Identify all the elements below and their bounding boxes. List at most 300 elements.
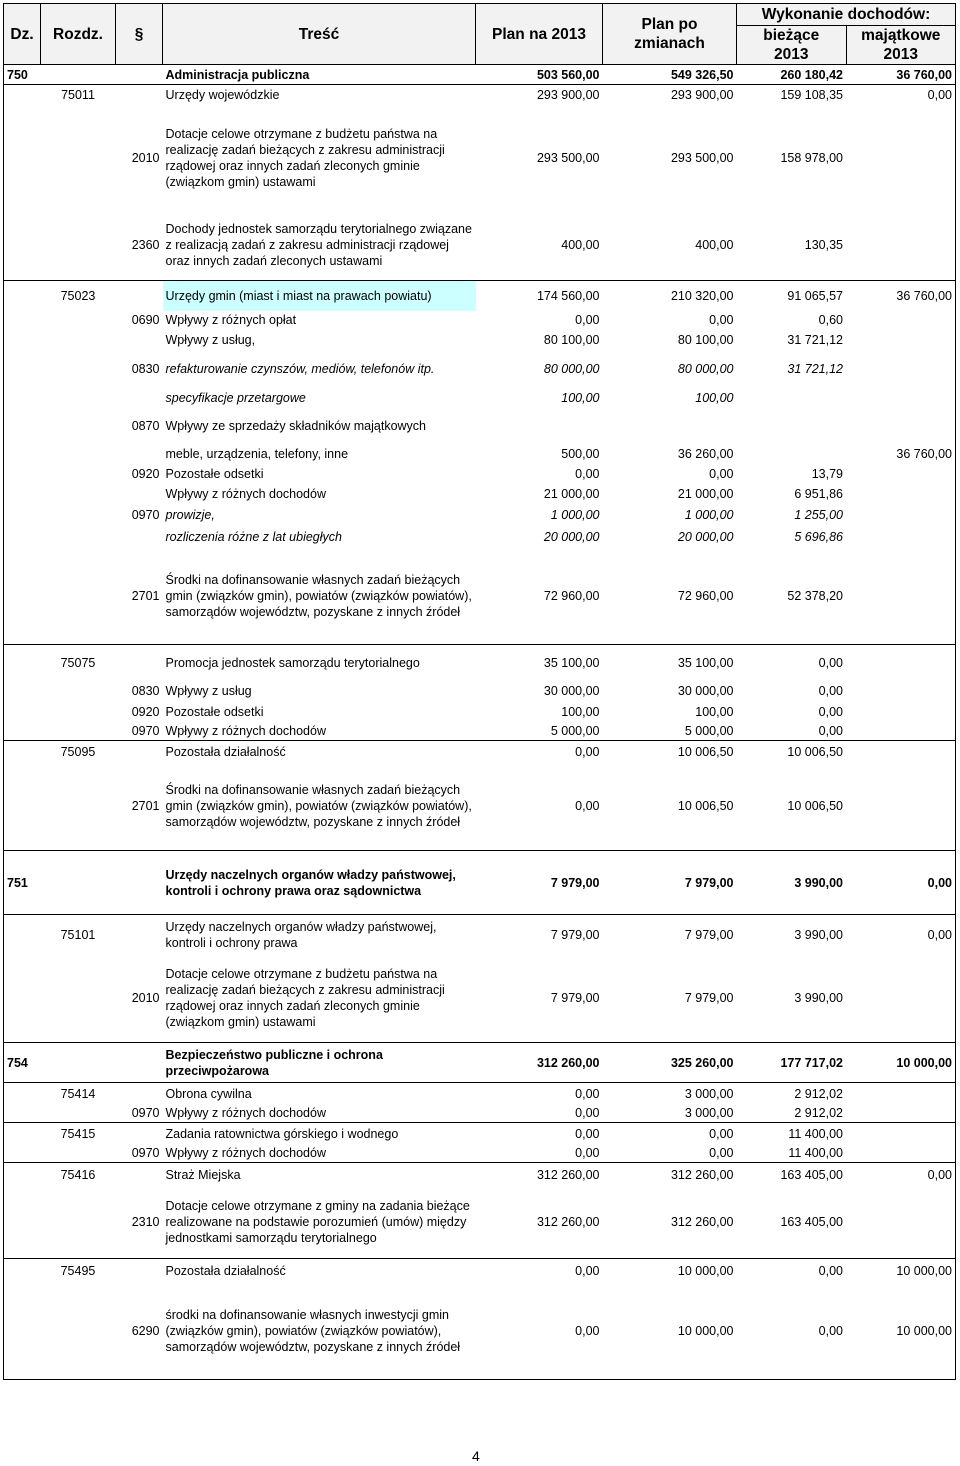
plan-po-cell: 312 260,00 <box>670 1215 734 1230</box>
description-cell: Urzędy gmin (miast i miast na prawach powiatu) <box>163 281 476 311</box>
rozdz-cell <box>41 505 116 526</box>
majatkowe-cell: 36 760,00 <box>846 65 956 85</box>
dz-cell <box>4 915 41 955</box>
plan-po-cell: 100,00 <box>695 390 734 405</box>
table-row <box>4 955 956 1043</box>
biezace-cell: 6 951,86 <box>794 487 843 501</box>
majatkowe-cell <box>846 329 956 351</box>
rozdz-cell: 75023 <box>41 281 116 311</box>
biezace-cell: 0,00 <box>818 723 843 738</box>
paragraph-cell: 0920 <box>131 467 160 481</box>
plan-cell: 312 260,00 <box>476 1163 603 1187</box>
plan-cell: 500,00 <box>561 446 600 461</box>
year-label: 2013 <box>774 46 809 63</box>
plan-po-cell: 21 000,00 <box>677 487 734 501</box>
paragraph-cell <box>116 281 163 311</box>
col-majatkowe <box>846 26 956 65</box>
rozdz-cell <box>41 526 116 549</box>
majatkowe-cell <box>846 1145 956 1163</box>
majatkowe-cell: 0,00 <box>846 915 956 955</box>
majatkowe-cell <box>846 722 956 741</box>
majatkowe-cell: 10 000,00 <box>846 1284 956 1380</box>
dz-cell <box>4 484 41 505</box>
biezace-cell: 31 721,12 <box>787 332 843 347</box>
paragraph-cell <box>116 1043 163 1083</box>
dz-cell <box>4 549 41 645</box>
majatkowe-cell: 10 000,00 <box>846 1043 956 1083</box>
majatkowe-cell <box>846 526 956 549</box>
plan-po-cell: 0,00 <box>709 1146 734 1161</box>
plan-cell: 1 000,00 <box>550 508 600 522</box>
description-cell: rozliczenia różne z lat ubiegłych <box>165 530 342 544</box>
majatkowe-cell <box>846 763 956 851</box>
table-row <box>4 311 956 329</box>
paragraph-cell <box>116 645 163 681</box>
dz-cell <box>4 763 41 851</box>
paragraph-cell: 0830 <box>131 684 160 698</box>
table-row <box>4 1284 956 1380</box>
majatkowe-cell: 36 760,00 <box>846 281 956 311</box>
biezace-cell <box>737 409 847 443</box>
dz-cell <box>4 722 41 741</box>
table-row <box>4 387 956 409</box>
plan-po-cell: 3 000,00 <box>684 1106 734 1121</box>
col-plan-po: Plan po zmianach <box>603 4 737 65</box>
plan-cell: 400,00 <box>561 238 600 253</box>
description-cell: Środki na dofinansowanie własnych zadań bieżących gmin (związków gmin), powiatów (związków powiatów), samorządów województw, pozyskane z innych źródeł <box>165 573 472 620</box>
table-row <box>4 505 956 526</box>
table-row <box>4 702 956 722</box>
paragraph-cell: 0920 <box>131 704 160 719</box>
table-row <box>4 281 956 311</box>
table-row <box>4 105 956 211</box>
majatkowe-cell <box>846 702 956 722</box>
paragraph-cell: 0830 <box>131 361 160 376</box>
plan-cell: 30 000,00 <box>543 684 600 698</box>
biezace-cell: 0,00 <box>737 1259 847 1284</box>
plan-cell: 7 979,00 <box>550 991 600 1006</box>
paragraph-cell: 2010 <box>131 991 160 1006</box>
table-row <box>4 65 956 85</box>
plan-cell: 0,00 <box>575 1106 600 1121</box>
income-table <box>3 3 956 1380</box>
rozdz-cell <box>41 1043 116 1083</box>
plan-po-cell: 10 000,00 <box>603 1259 737 1284</box>
description-cell: Dotacje celowe otrzymane z budżetu państwa na realizację zadań bieżących z zakresu administracji rządowej oraz innych zadań zleconych gminie (związkom gmin) ustawami <box>165 967 445 1030</box>
biezace-cell: 3 990,00 <box>737 915 847 955</box>
table-row <box>4 851 956 915</box>
plan-po-cell: 36 260,00 <box>677 446 734 461</box>
plan-cell: 0,00 <box>575 467 600 481</box>
plan-cell: 72 960,00 <box>543 589 600 604</box>
table-row <box>4 211 956 281</box>
table-row <box>4 1123 956 1145</box>
majatkowe-cell: 10 000,00 <box>846 1259 956 1284</box>
biezace-cell: 31 721,12 <box>787 361 843 376</box>
plan-po-cell: 549 326,50 <box>603 65 737 85</box>
dz-cell <box>4 387 41 409</box>
rozdz-cell <box>41 465 116 484</box>
plan-cell: 0,00 <box>575 799 600 814</box>
paragraph-cell <box>116 85 163 105</box>
plan-po-cell: 20 000,00 <box>677 530 734 544</box>
majatkowe-cell <box>846 484 956 505</box>
plan-po-cell: 325 260,00 <box>603 1043 737 1083</box>
dz-cell: 750 <box>4 65 41 85</box>
majatkowe-cell <box>846 211 956 281</box>
plan-cell: 0,00 <box>476 1123 603 1145</box>
biezace-cell: 0,00 <box>737 1284 847 1380</box>
dz-cell <box>4 443 41 465</box>
table-row <box>4 1187 956 1259</box>
dz-cell <box>4 1284 41 1380</box>
table-row <box>4 443 956 465</box>
description-cell: Wpływy z usług <box>165 684 252 698</box>
plan-po-cell: 0,00 <box>709 467 734 481</box>
description-cell: Dotacje celowe otrzymane z budżetu państwa na realizację zadań bieżących z zakresu administracji rządowej oraz innych zadań zleconych gminie (związkom gmin) ustawami <box>165 126 445 189</box>
rozdz-cell <box>41 722 116 741</box>
dz-cell <box>4 1123 41 1145</box>
plan-cell: 0,00 <box>575 312 600 327</box>
dz-cell <box>4 409 41 443</box>
majatkowe-cell <box>846 741 956 763</box>
plan-po-cell: 1 000,00 <box>684 508 734 522</box>
biezace-cell: 11 400,00 <box>737 1123 847 1145</box>
dz-cell <box>4 741 41 763</box>
plan-cell: 293 500,00 <box>536 150 600 165</box>
table-row <box>4 526 956 549</box>
table-row <box>4 409 956 443</box>
rozdz-cell <box>41 955 116 1043</box>
biezace-cell: 0,60 <box>818 312 843 327</box>
biezace-cell: 0,00 <box>737 645 847 681</box>
paragraph-cell: 2310 <box>131 1215 160 1230</box>
rozdz-cell: 75075 <box>41 645 116 681</box>
table-row <box>4 722 956 741</box>
plan-po-cell: 7 979,00 <box>603 915 737 955</box>
plan-cell: 174 560,00 <box>476 281 603 311</box>
description-cell: Wpływy z różnych dochodów <box>165 487 326 501</box>
biezace-cell: 11 400,00 <box>788 1146 843 1161</box>
paragraph-cell <box>116 851 163 915</box>
majatkowe-cell <box>846 681 956 702</box>
description-cell: Pozostała działalność <box>163 741 476 763</box>
dz-cell <box>4 311 41 329</box>
plan-cell: 0,00 <box>476 1083 603 1105</box>
rozdz-cell <box>41 65 116 85</box>
plan-cell: 7 979,00 <box>476 851 603 915</box>
dz-cell <box>4 681 41 702</box>
biezace-cell: 13,79 <box>811 467 843 481</box>
paragraph-cell <box>116 387 163 409</box>
table-row <box>4 1163 956 1187</box>
biezace-cell: 0,00 <box>818 704 843 719</box>
plan-po-cell: 210 320,00 <box>603 281 737 311</box>
plan-cell: 312 260,00 <box>536 1215 600 1230</box>
dz-cell <box>4 351 41 387</box>
header-row-1 <box>4 4 956 26</box>
description-cell: Wpływy z różnych dochodów <box>165 723 326 738</box>
paragraph-cell: 2010 <box>131 150 160 165</box>
paragraph-cell: 0870 <box>131 418 160 433</box>
dz-cell <box>4 526 41 549</box>
budget-sheet <box>3 3 956 1380</box>
biezace-cell: 5 696,86 <box>794 530 843 544</box>
table-row <box>4 329 956 351</box>
description-cell: Wpływy z różnych opłat <box>165 312 297 327</box>
table-row <box>4 351 956 387</box>
biezace-cell: 130,35 <box>804 238 843 253</box>
plan-po-cell: 3 000,00 <box>603 1083 737 1105</box>
rozdz-cell: 75414 <box>41 1083 116 1105</box>
plan-po-cell: 293 900,00 <box>603 85 737 105</box>
rozdz-cell <box>41 851 116 915</box>
description-cell: Pozostałe odsetki <box>165 467 264 481</box>
description-cell: Dotacje celowe otrzymane z gminy na zadania bieżące realizowane na podstawie porozumień (umów) między jednostkami samorządu terytorialnego <box>165 1199 470 1246</box>
biezace-cell: 260 180,42 <box>737 65 847 85</box>
table-row <box>4 681 956 702</box>
rozdz-cell: 75495 <box>41 1259 116 1284</box>
dz-cell <box>4 1083 41 1105</box>
description-cell: Urzędy naczelnych organów władzy państwowej, kontroli i ochrony prawa oraz sądownictwa <box>163 851 476 915</box>
rozdz-cell <box>41 1284 116 1380</box>
dz-cell <box>4 1259 41 1284</box>
paragraph-cell <box>116 1083 163 1105</box>
biezace-cell: 158 978,00 <box>780 150 843 165</box>
plan-po-cell: 35 100,00 <box>603 645 737 681</box>
rozdz-cell <box>41 549 116 645</box>
rozdz-cell <box>41 311 116 329</box>
paragraph-cell: 2701 <box>131 799 160 814</box>
plan-cell: 0,00 <box>476 1259 603 1284</box>
description-cell: Urzędy naczelnych organów władzy państwowej, kontroli i ochrony prawa <box>163 915 476 955</box>
plan-cell: 21 000,00 <box>543 487 600 501</box>
rozdz-cell <box>41 1187 116 1259</box>
year-label: 2013 <box>883 46 918 63</box>
majatkowe-label: majątkowe <box>861 27 941 44</box>
dz-cell: 751 <box>4 851 41 915</box>
majatkowe-cell: 0,00 <box>846 85 956 105</box>
biezace-cell: 2 912,02 <box>794 1106 843 1121</box>
paragraph-cell <box>116 443 163 465</box>
plan-cell: 80 100,00 <box>543 332 600 347</box>
description-cell: Bezpieczeństwo publiczne i ochrona przeciwpożarowa <box>163 1043 476 1083</box>
majatkowe-cell <box>846 1105 956 1123</box>
table-row <box>4 1105 956 1123</box>
col-biezace <box>737 26 847 65</box>
dz-cell <box>4 465 41 484</box>
plan-cell: 0,00 <box>575 1146 600 1161</box>
dz-cell <box>4 329 41 351</box>
majatkowe-cell <box>846 409 956 443</box>
table-row <box>4 1083 956 1105</box>
rozdz-cell <box>41 1145 116 1163</box>
plan-po-cell: 80 000,00 <box>677 361 734 376</box>
description-cell: Promocja jednostek samorządu terytorialnego <box>163 645 476 681</box>
table-row <box>4 85 956 105</box>
plan-po-cell: 312 260,00 <box>603 1163 737 1187</box>
table-row <box>4 484 956 505</box>
biezace-cell: 52 378,20 <box>787 589 843 604</box>
plan-cell: 7 979,00 <box>476 915 603 955</box>
plan-po-cell: 7 979,00 <box>603 851 737 915</box>
rozdz-cell <box>41 1105 116 1123</box>
paragraph-cell: 2701 <box>131 589 160 604</box>
plan-po-cell: 10 000,00 <box>603 1284 737 1380</box>
biezace-cell: 1 255,00 <box>794 508 843 522</box>
paragraph-cell <box>116 1163 163 1187</box>
plan-cell <box>476 409 603 443</box>
majatkowe-cell <box>846 105 956 211</box>
col-dz: Dz. <box>4 4 41 65</box>
rozdz-cell: 75011 <box>41 85 116 105</box>
table-row <box>4 1043 956 1083</box>
biezace-cell: 159 108,35 <box>737 85 847 105</box>
plan-po-cell: 72 960,00 <box>677 589 734 604</box>
paragraph-cell: 0970 <box>131 723 160 738</box>
description-cell: Środki na dofinansowanie własnych zadań bieżących gmin (związków gmin), powiatów (związków powiatów), samorządów województw, pozyskane z innych źródeł <box>165 783 472 830</box>
description-cell: prowizje, <box>165 508 215 522</box>
paragraph-cell: 0690 <box>131 312 160 327</box>
rozdz-cell <box>41 763 116 851</box>
paragraph-cell <box>116 1123 163 1145</box>
page-number: 4 <box>472 1448 480 1464</box>
majatkowe-cell <box>846 387 956 409</box>
rozdz-cell <box>41 329 116 351</box>
plan-cell: 503 560,00 <box>476 65 603 85</box>
dz-cell <box>4 1145 41 1163</box>
biezace-cell: 10 006,50 <box>737 741 847 763</box>
paragraph-cell: 6290 <box>116 1284 163 1380</box>
majatkowe-cell <box>846 549 956 645</box>
paragraph-cell: 2360 <box>131 238 160 253</box>
col-wykonanie: Wykonanie dochodów: <box>737 4 956 26</box>
description-cell: środki na dofinansowanie własnych inwestycji gmin (związków gmin), powiatów (związków powiatów), samorządów województw, pozyskane z innych źródeł <box>163 1284 476 1380</box>
paragraph-cell <box>116 484 163 505</box>
plan-po-cell <box>603 409 737 443</box>
table-row <box>4 645 956 681</box>
dz-cell <box>4 702 41 722</box>
paragraph-cell <box>116 65 163 85</box>
plan-cell: 100,00 <box>561 390 600 405</box>
majatkowe-cell <box>846 645 956 681</box>
rozdz-cell <box>41 387 116 409</box>
rozdz-cell <box>41 702 116 722</box>
table-row <box>4 1145 956 1163</box>
paragraph-cell <box>116 329 163 351</box>
biezace-label: bieżące <box>763 27 820 44</box>
plan-cell: 0,00 <box>476 1284 603 1380</box>
description-cell: Wpływy ze sprzedaży składników majątkowych <box>165 418 427 433</box>
biezace-cell: 2 912,02 <box>737 1083 847 1105</box>
rozdz-cell: 75416 <box>41 1163 116 1187</box>
majatkowe-cell: 0,00 <box>846 1163 956 1187</box>
description-cell: Wpływy z różnych dochodów <box>165 1146 326 1161</box>
biezace-cell <box>737 387 847 409</box>
paragraph-cell: 0970 <box>131 1146 160 1161</box>
table-body <box>4 65 956 1380</box>
plan-po-cell: 7 979,00 <box>684 991 734 1006</box>
rozdz-cell <box>41 211 116 281</box>
paragraph-cell <box>116 741 163 763</box>
majatkowe-cell <box>846 1187 956 1259</box>
col-paragraph: § <box>116 4 163 65</box>
plan-cell: 5 000,00 <box>550 723 600 738</box>
rozdz-cell <box>41 409 116 443</box>
dz-cell <box>4 1163 41 1187</box>
rozdz-cell <box>41 443 116 465</box>
description-cell: Wpływy z usług, <box>165 332 256 347</box>
table-row <box>4 915 956 955</box>
rozdz-cell <box>41 351 116 387</box>
paragraph-cell: 0970 <box>131 508 160 522</box>
paragraph-cell: 0970 <box>131 1106 160 1121</box>
table-row <box>4 763 956 851</box>
biezace-cell: 91 065,57 <box>737 281 847 311</box>
biezace-cell: 0,00 <box>818 684 843 698</box>
plan-po-cell: 400,00 <box>695 238 734 253</box>
plan-po-cell: 293 500,00 <box>670 150 734 165</box>
biezace-cell: 177 717,02 <box>737 1043 847 1083</box>
majatkowe-cell <box>846 1123 956 1145</box>
dz-cell <box>4 105 41 211</box>
plan-cell: 20 000,00 <box>543 530 600 544</box>
plan-po-cell: 10 006,50 <box>603 741 737 763</box>
col-tresc: Treść <box>163 4 476 65</box>
rozdz-cell: 75095 <box>41 741 116 763</box>
table-row <box>4 741 956 763</box>
plan-cell: 100,00 <box>561 704 600 719</box>
description-cell: meble, urządzenia, telefony, inne <box>165 446 349 461</box>
plan-po-cell: 0,00 <box>709 312 734 327</box>
description-cell: Dochody jednostek samorządu terytorialnego związane z realizacją zadań z zakresu administracji rządowej oraz innych zadań zleconych ustawami <box>165 222 472 269</box>
dz-cell <box>4 505 41 526</box>
description-cell: Administracja publiczna <box>163 65 476 85</box>
rozdz-cell: 75415 <box>41 1123 116 1145</box>
biezace-cell: 163 405,00 <box>780 1215 843 1230</box>
dz-cell <box>4 1187 41 1259</box>
majatkowe-cell <box>846 1083 956 1105</box>
rozdz-cell <box>41 484 116 505</box>
col-rozdz: Rozdz. <box>41 4 116 65</box>
majatkowe-cell: 0,00 <box>846 851 956 915</box>
table-row <box>4 549 956 645</box>
description-cell: Zadania ratownictwa górskiego i wodnego <box>163 1123 476 1145</box>
paragraph-cell <box>116 1259 163 1284</box>
col-plan: Plan na 2013 <box>476 4 603 65</box>
plan-po-cell: 30 000,00 <box>677 684 734 698</box>
plan-cell: 312 260,00 <box>476 1043 603 1083</box>
plan-po-cell: 0,00 <box>603 1123 737 1145</box>
plan-po-cell: 100,00 <box>695 704 734 719</box>
table-row <box>4 1259 956 1284</box>
majatkowe-cell <box>846 955 956 1043</box>
biezace-cell: 10 006,50 <box>787 799 843 814</box>
plan-cell: 0,00 <box>476 741 603 763</box>
paragraph-cell <box>116 526 163 549</box>
table-row <box>4 465 956 484</box>
dz-cell: 754 <box>4 1043 41 1083</box>
majatkowe-cell <box>846 505 956 526</box>
dz-cell <box>4 211 41 281</box>
description-cell: Urzędy wojewódzkie <box>163 85 476 105</box>
description-cell: Wpływy z różnych dochodów <box>165 1106 326 1121</box>
biezace-cell <box>737 443 847 465</box>
dz-cell <box>4 645 41 681</box>
majatkowe-cell <box>846 311 956 329</box>
biezace-cell: 163 405,00 <box>737 1163 847 1187</box>
plan-po-cell: 80 100,00 <box>677 332 734 347</box>
